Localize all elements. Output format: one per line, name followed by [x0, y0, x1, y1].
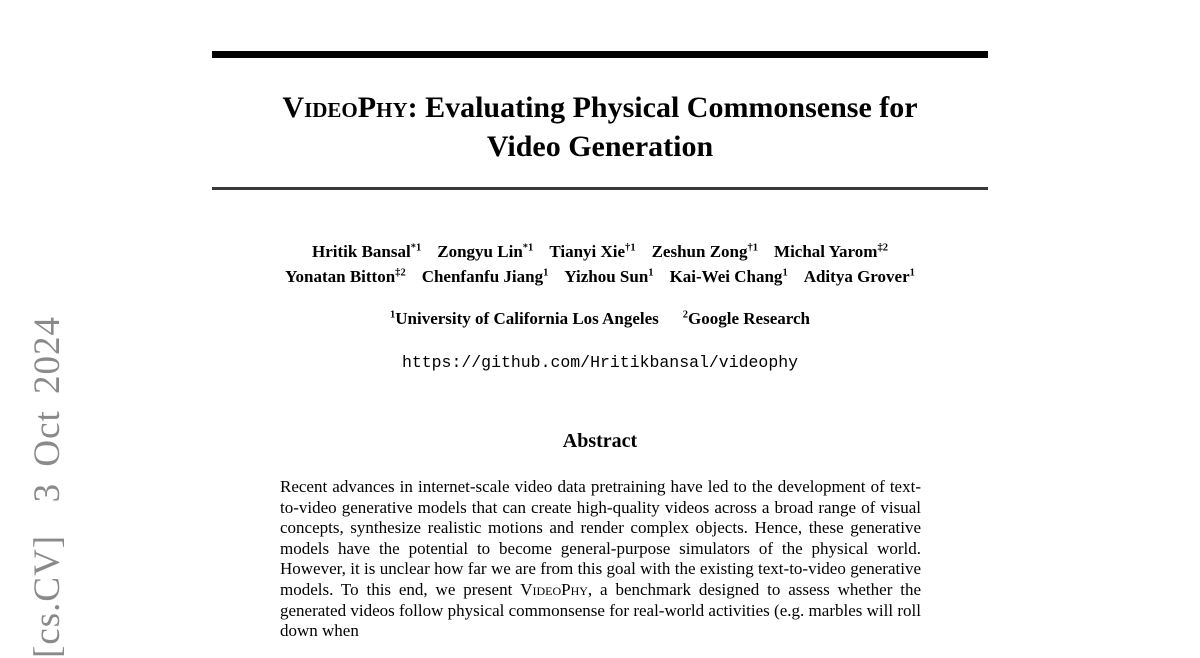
abstract-brand: VideoPhy	[520, 579, 588, 599]
title-rest: : Evaluating Physical Commonsense for	[407, 91, 918, 124]
author-superscript: *1	[410, 242, 422, 254]
top-rule	[212, 51, 988, 58]
author: Zeshun Zong$^{\dagger 1}$	[651, 242, 759, 261]
github-link[interactable]: https://github.com/Hritikbansal/videophy	[401, 353, 799, 372]
author-block	[150, 239, 1050, 289]
abstract-text	[280, 477, 921, 642]
author: Yonatan Bitton$^{\ddagger 2}$	[285, 267, 406, 286]
affiliation-block	[212, 309, 988, 329]
title-line2: Video Generation	[486, 130, 714, 163]
author-superscript: 1	[909, 267, 915, 279]
author-superscript: 1	[648, 267, 654, 279]
affiliation-superscript: 2	[682, 309, 689, 321]
affiliation: $^2$Google Research	[682, 309, 810, 328]
paper-title	[182, 88, 1018, 166]
abstract-text-after: , a benchmark designed to assess whether the generated videos follow physical commonsense for real-world activities (e.g. marbles will roll down when	[280, 579, 921, 641]
author: Tianyi Xie$^{\dagger 1}$	[549, 242, 636, 261]
abstract-heading: Abstract	[562, 430, 638, 452]
author-superscript: ‡2	[877, 242, 888, 254]
author-superscript: †1	[625, 242, 636, 254]
author: Chenfanfu Jiang$^1$	[421, 267, 549, 286]
affiliation: $^1$University of California Los Angeles	[390, 309, 659, 328]
author-superscript: 1	[782, 267, 788, 279]
author: Kai-Wei Chang$^1$	[669, 267, 788, 286]
abstract-text-before: Recent advances in internet-scale video data pretraining have led to the development of text-to-video generative models that can create high-quality videos across a broad range of visual concepts, synthesize realistic motions and render complex objects. Hence, these generative models have the potential to become general-purpose simulators of the physical world. However, it is unclear how far we are from this goal with the existing text-to-video generative models. To this end, we present	[280, 477, 921, 599]
title-rule	[212, 187, 988, 190]
authors-row-1	[150, 239, 1050, 264]
author-superscript: 1	[543, 267, 549, 279]
affiliation-superscript: 1	[390, 309, 396, 321]
title-brand: VideoPhy	[282, 91, 408, 124]
author: Hritik Bansal$^{*1}$	[312, 242, 422, 261]
author: Yizhou Sun$^1$	[564, 267, 654, 286]
author-superscript: †1	[747, 242, 759, 254]
author-superscript: ‡2	[395, 267, 406, 279]
author: Zongyu Lin$^{*1}$	[437, 242, 534, 261]
author-superscript: *1	[522, 242, 534, 254]
arxiv-stamp: [cs.CV] 3 Oct 2024	[27, 315, 68, 658]
author: Aditya Grover$^1$	[803, 267, 915, 286]
author: Michal Yarom$^{\ddagger 2}$	[774, 242, 888, 261]
authors-row-2	[150, 264, 1050, 289]
